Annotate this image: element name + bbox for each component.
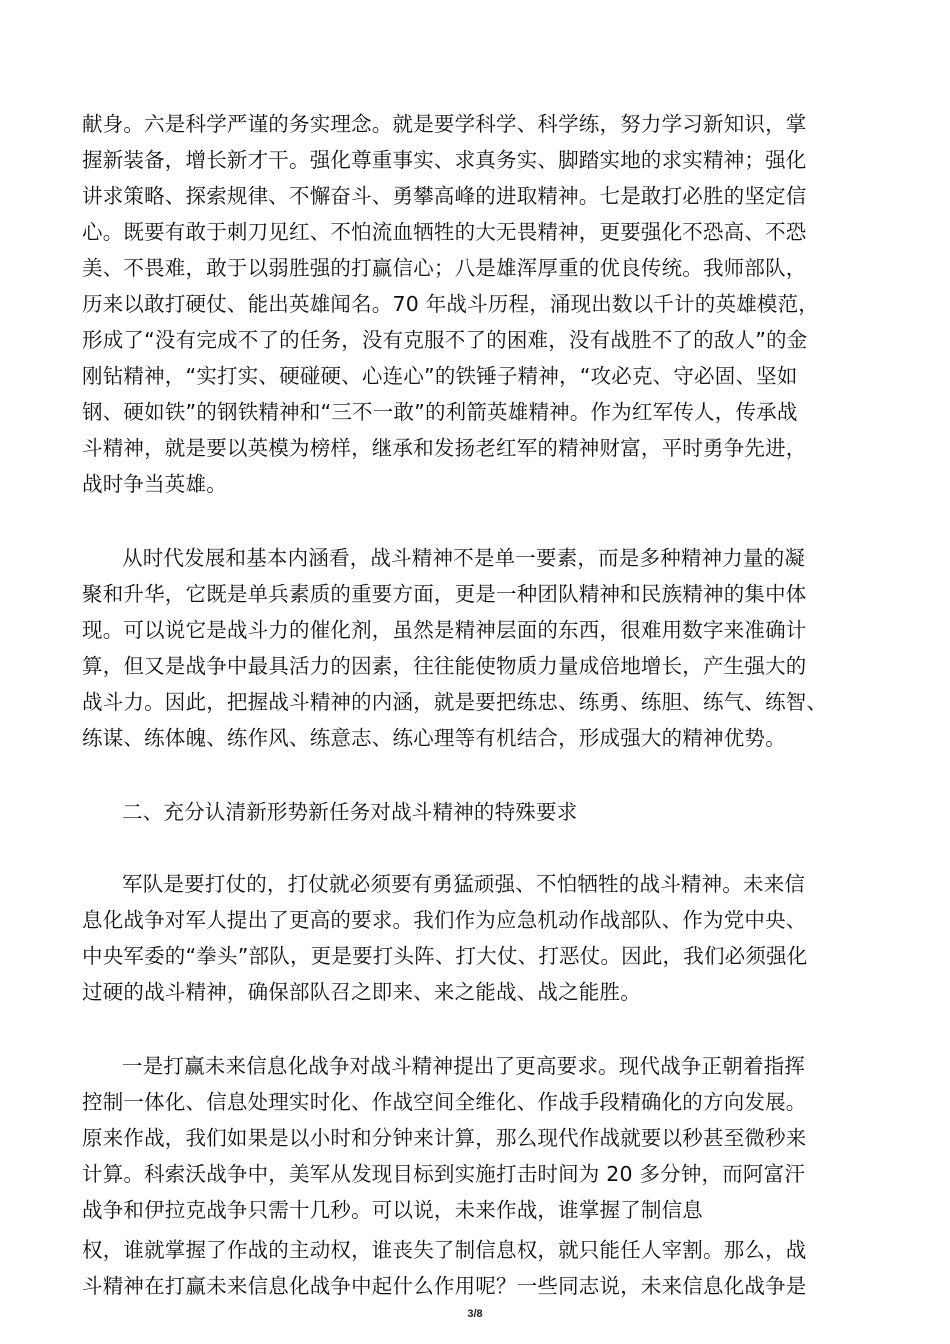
text-line: 战争和伊拉克战争只需十几秒。可以说，未来作战，谁掌握了制信息 [82,1198,703,1222]
text-line: 权，谁就掌握了作战的主动权，谁丧失了制信息权，就只能任人宰割。那么，战 [82,1238,807,1262]
text-line: 握新装备，增长新才干。强化尊重事实、求真务实、脚踏实地的求实精神；强化 [82,148,807,172]
text-line: 军队是要打仗的，打仗就必须要有勇猛顽强、不怕牺牲的战斗精神。未来信 [122,872,806,896]
text-line: 现。可以说它是战斗力的催化剂，虽然是精神层面的东西，很难用数字来准确计 [82,618,807,642]
text-line: 献身。六是科学严谨的务实理念。就是要学科学、科学练，努力学习新知识，掌 [82,112,807,136]
text-line: 二、充分认清新形势新任务对战斗精神的特殊要求 [122,800,578,824]
text-line: 讲求策略、探索规律、不懈奋斗、勇攀高峰的进取精神。七是敢打必胜的坚定信 [82,184,807,208]
text-line: 心。既要有敢于刺刀见红、不怕流血牺牲的大无畏精神，更要强化不恐高、不恐 [82,220,807,244]
text-line: 过硬的战斗精神，确保部队召之即来、来之能战、战之能胜。 [82,980,641,1004]
page-number: 3/8 [467,1308,483,1320]
text-line: 战时争当英雄。 [82,472,227,496]
text-line: 一是打赢未来信息化战争对战斗精神提出了更高要求。现代战争正朝着指挥 [122,1054,806,1078]
text-line: 息化战争对军人提出了更高的要求。我们作为应急机动作战部队、作为党中央、 [82,908,807,932]
text-line: 斗精神，就是要以英模为榜样，继承和发扬老红军的精神财富，平时勇争先进， [82,436,807,460]
text-line: 形成了“没有完成不了的任务，没有克服不了的困难，没有战胜不了的敌人”的金 [82,328,808,352]
text-line: 原来作战，我们如果是以小时和分钟来计算，那么现代作战就要以秒甚至微秒来 [82,1126,807,1150]
text-line: 计算。科索沃战争中，美军从发现目标到实施打击时间为 20 多分钟，而阿富汗 [82,1162,806,1186]
text-line: 战斗力。因此，把握战斗精神的内涵，就是要把练忠、练勇、练胆、练气、练智、 [82,690,828,714]
text-line: 从时代发展和基本内涵看，战斗精神不是单一要素，而是多种精神力量的凝 [122,546,806,570]
text-line: 中央军委的“拳头”部队，更是要打头阵、打大仗、打恶仗。因此，我们必须强化 [82,944,808,968]
text-line: 刚钻精神，“实打实、硬碰硬、心连心”的铁锤子精神，“攻必克、守必固、坚如 [82,364,798,388]
text-line: 聚和升华，它既是单兵素质的重要方面，更是一种团队精神和民族精神的集中体 [82,582,807,606]
text-line: 斗精神在打赢未来信息化战争中起什么作用呢？一些同志说，未来信息化战争是 [82,1274,807,1298]
text-line: 美、不畏难，敢于以弱胜强的打赢信心；八是雄浑厚重的优良传统。我师部队， [82,256,807,280]
text-line: 算，但又是战争中最具活力的因素，往往能使物质力量成倍地增长，产生强大的 [82,654,807,678]
text-line: 历来以敢打硬仗、能出英雄闻名。70 年战斗历程，涌现出数以千计的英雄模范， [82,292,819,316]
text-line: 练谋、练体魄、练作风、练意志、练心理等有机结合，形成强大的精神优势。 [82,726,786,750]
text-line: 控制一体化、信息处理实时化、作战空间全维化、作战手段精确化的方向发展。 [82,1090,807,1114]
text-line: 钢、硬如铁”的钢铁精神和“三不一敢”的利箭英雄精神。作为红军传人，传承战 [82,400,798,424]
